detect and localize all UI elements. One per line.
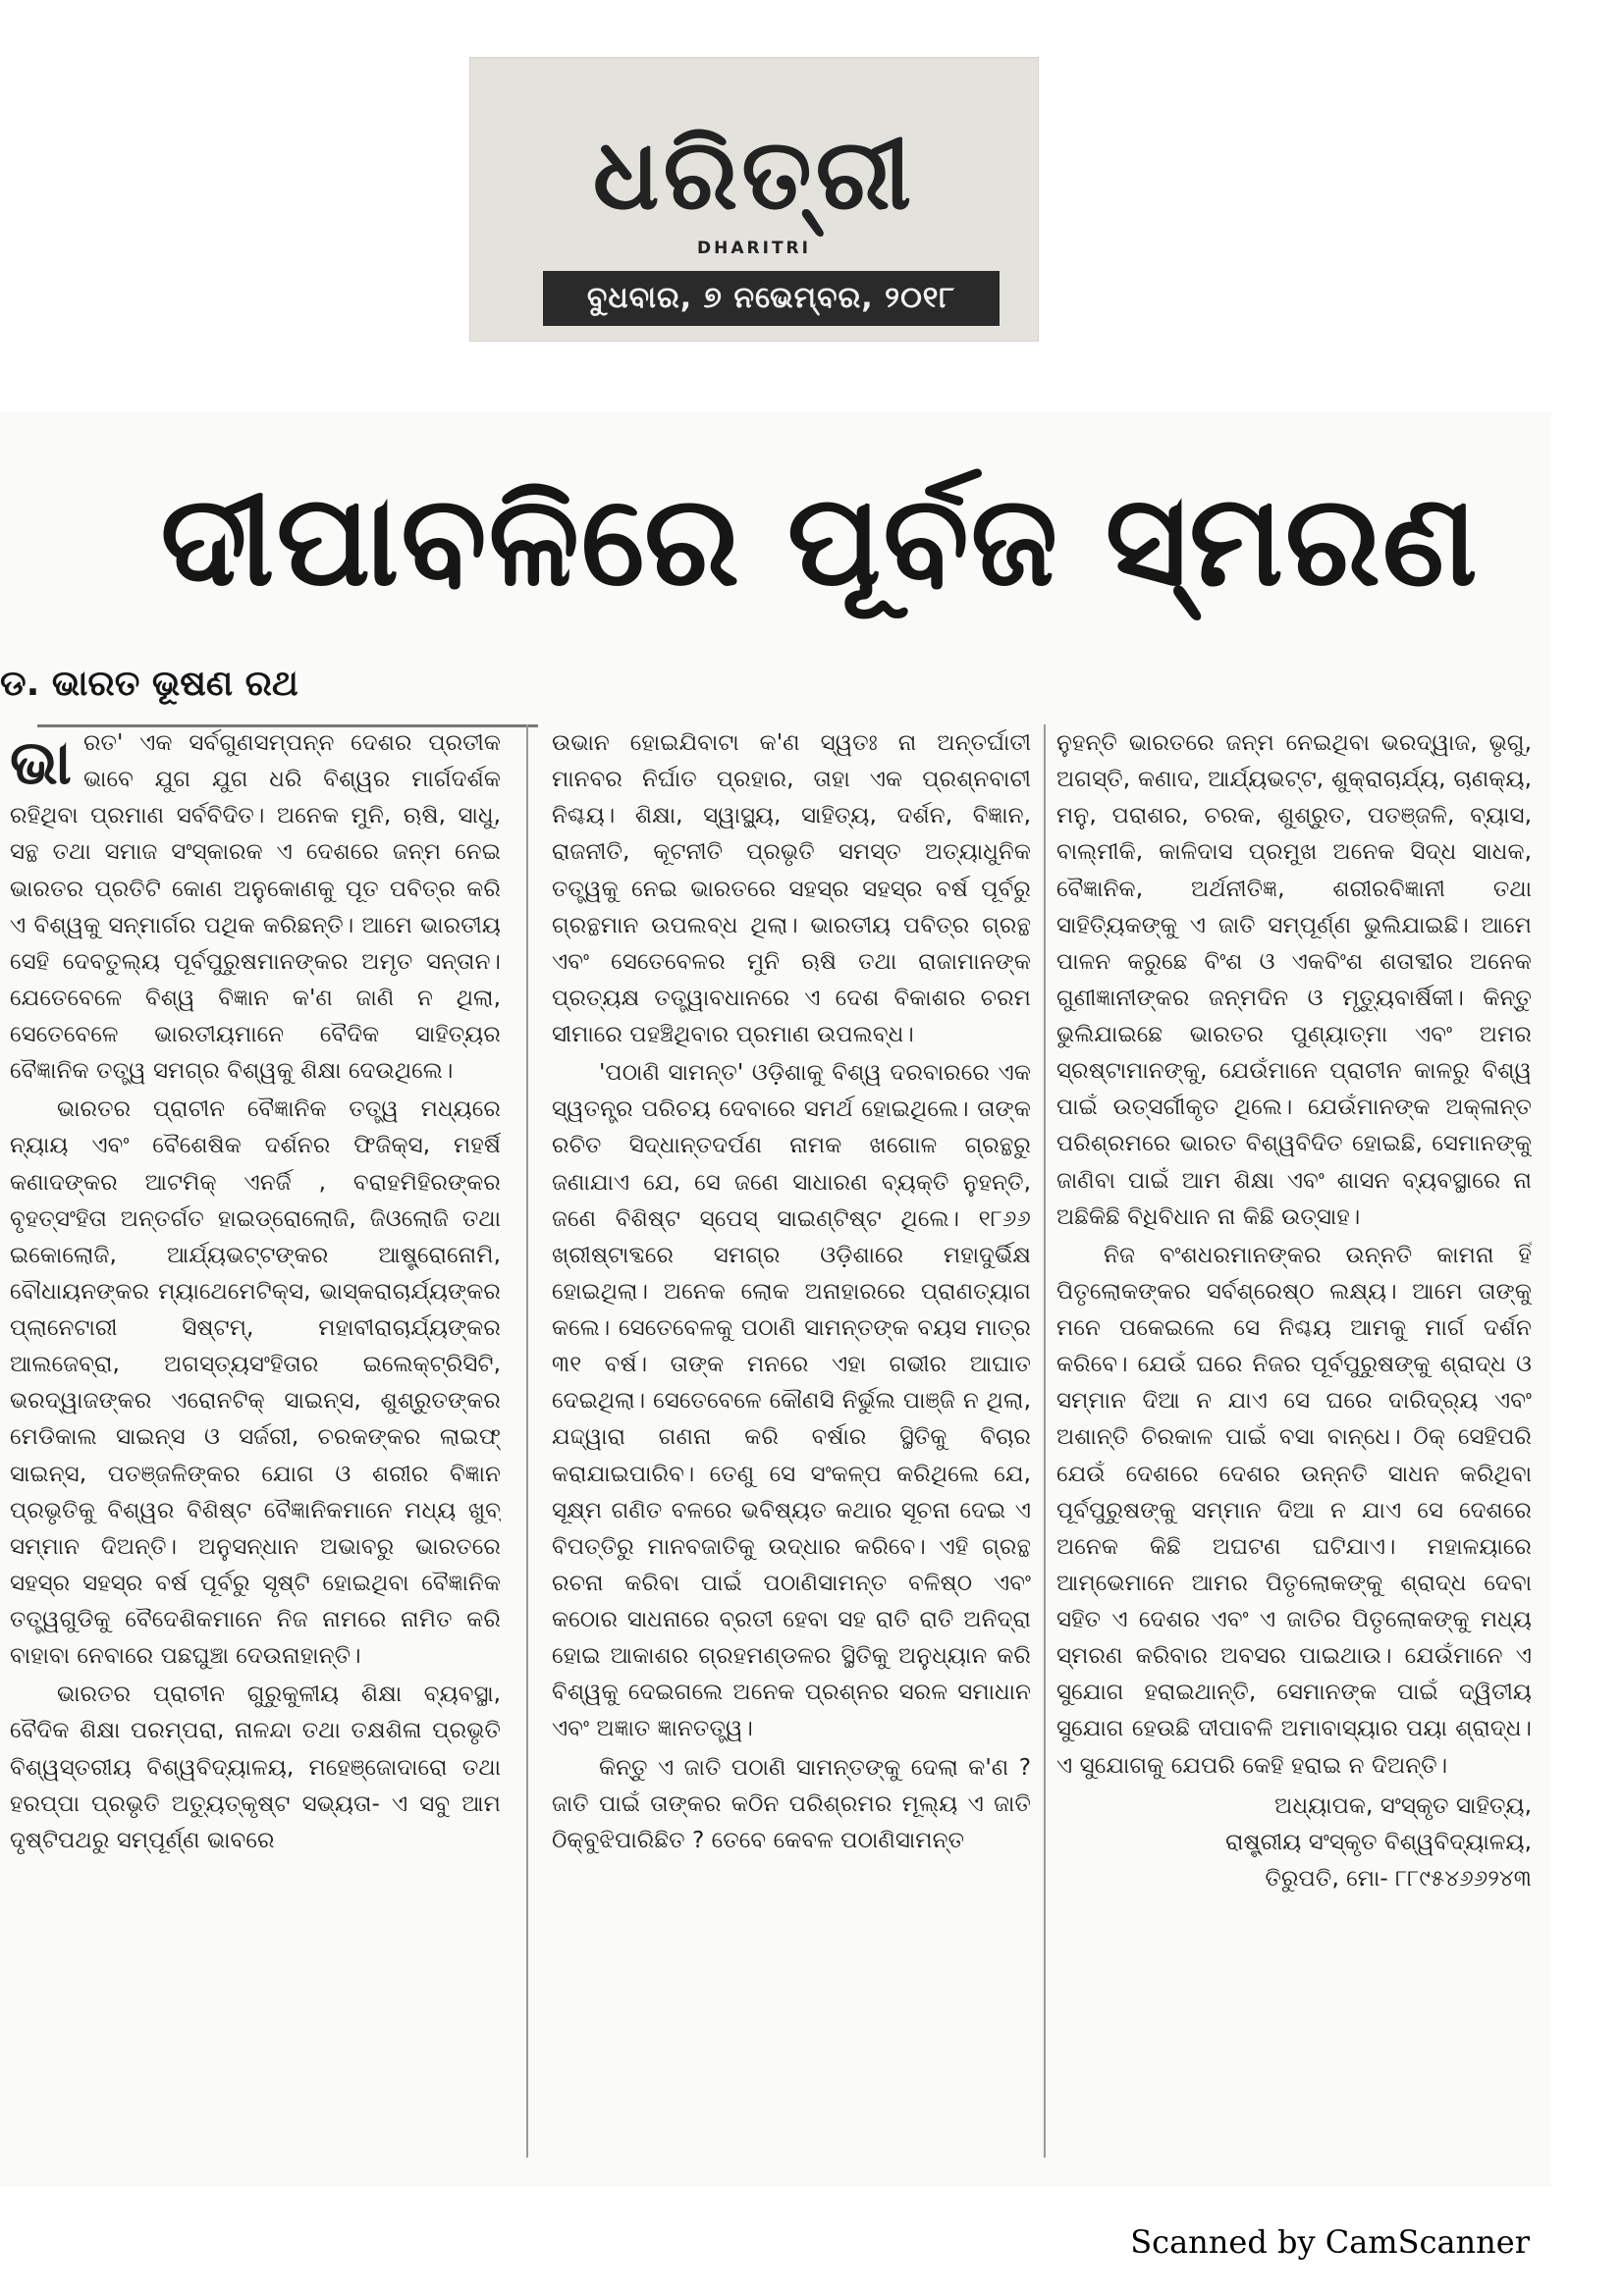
paragraph: ନୁହନ୍ତି ଭାରତରେ ଜନ୍ମ ନେଇଥିବା ଭରଦ୍ୱାଜ, ଭୃଗୁ, ଅଗସ୍ତି, କଣାଦ, ଆର୍ଯ୍ୟଭଟ୍ଟ, ଶୁକ୍ରାଚାର୍ଯ୍ୟ, ଚାଣକ୍ୟ, ମନୁ, ପରାଶର, ଚରକ, ଶୁଶ୍ରୁତ, ପତଞ୍ଜଳି, ବ୍ୟାସ, ବାଲ୍ମୀକି, କାଳିଦାସ ପ୍ରମୁଖ ଅନେକ ସିଦ୍ଧ ସାଧକ, ବୈଜ୍ଞାନିକ, ଅର୍ଥନୀତିଜ୍ଞ, ଶରୀରବିଜ୍ଞାନୀ ତଥା ସାହିତ୍ୟିକଙ୍କୁ ଏ ଜାତି ସମ୍ପୂର୍ଣ୍ଣ ଭୁଲିଯାଇଛି। ଆମେ ପାଳନ କରୁଛେ ବିଂଶ ଓ ଏକବିଂଶ ଶତାବ୍ଦୀର ଅନେକ ଗୁଣୀଜ୍ଞାନୀଙ୍କର ଜନ୍ମଦିନ ଓ ମୃତ୍ୟୁବାର୍ଷିକୀ। କିନ୍ତୁ ଭୁଲିଯାଇଛେ ଭାରତର ପୁଣ୍ୟାତ୍ମା ଏବଂ ଅମର ସ୍ରଷ୍ଟାମାନଙ୍କୁ, ଯେଉଁମାନେ ପ୍ରାଚୀନ କାଳରୁ ବିଶ୍ୱ ପାଇଁ ଉତ୍ସର୍ଗୀକୃତ ଥିଲେ। ଯେଉଁମାନଙ୍କ ଅକ୍ଳାନ୍ତ ପରିଶ୍ରମରେ ଭାରତ ବିଶ୍ୱବିଦିତ ହୋଇଛି, ସେମାନଙ୍କୁ ଜାଣିବା ପାଇଁ ଆମ ଶିକ୍ଷା ଏବଂ ଶାସନ ବ୍ୟବସ୍ଥାରେ ନା ଅଛିକିଛି ବିଧିବିଧାନ ନା କିଛି ଉତ୍ସାହ। (1056, 729, 1532, 1230)
headline: ଦୀପାବଳିରେ ପୂର୍ବଜ ସ୍ମରଣ (160, 468, 1480, 614)
paragraph: ନିଜ ବଂଶଧରମାନଙ୍କର ଉନ୍ନତି କାମନା ହିଁ ପିତୃଲୋକଙ୍କର ସର୍ବଶ୍ରେଷ୍ଠ ଲକ୍ଷ୍ୟ। ଆମେ ତାଙ୍କୁ ମନେ ପକେଇଲେ ସେ ନିଶ୍ଚୟ ଆମକୁ ମାର୍ଗ ଦର୍ଶନ କରିବେ। ଯେଉଁ ଘରେ ନିଜର ପୂର୍ବପୁରୁଷଙ୍କୁ ଶ୍ରାଦ୍ଧ ଓ ସମ୍ମାନ ଦିଆ ନ ଯାଏ ସେ ଘରେ ଦାରିଦ୍ର୍ୟ ଏବଂ ଅଶାନ୍ତି ଚିରକାଳ ପାଇଁ ବସା ବାନ୍ଧେ। ଠିକ୍ ସେହିପରି ଯେଉଁ ଦେଶରେ ଦେଶର ଉନ୍ନତି ସାଧନ କରିଥିବା ପୂର୍ବପୁରୁଷଙ୍କୁ ସମ୍ମାନ ଦିଆ ନ ଯାଏ ସେ ଦେଶରେ ଅନେକ କିଛି ଅଘଟଣ ଘଟିଯାଏ। ମହାଳୟାରେ ଆମ୍ଭେମାନେ ଆମର ପିତୃଲୋକଙ୍କୁ ଶ୍ରାଦ୍ଧ ଦେବା ସହିତ ଏ ଦେଶର ଏବଂ ଏ ଜାତିର ପିତୃଲୋକଙ୍କୁ ମଧ୍ୟ ସ୍ମରଣ କରିବାର ଅବସର ପାଇଥାଉ। ଯେଉଁମାନେ ଏ ସୁଯୋଗ ହରାଇଥାନ୍ତି, ସେମାନଙ୍କ ପାଇଁ ଦ୍ୱିତୀୟ ସୁଯୋଗ ହେଉଛି ଦୀପାବଳି ଅମାବାସ୍ୟାର ପୟା ଶ୍ରାଦ୍ଧ। ଏ ସୁଯୋଗକୁ ଯେପରି କେହି ହରାଇ ନ ଦିଅନ୍ତି। (1056, 1241, 1532, 1779)
column-1 (10, 724, 501, 2158)
dateline: ବୁଧବାର, ୭ ନଭେମ୍ବର, ୨୦୧୮ (543, 271, 1000, 326)
newspaper-logo-latin: DHARITRI (697, 239, 811, 258)
column-3 (1056, 724, 1532, 2158)
paragraph: କିନ୍ତୁ ଏ ଜାତି ପଠାଣି ସାମନ୍ତଙ୍କୁ ଦେଲା କ'ଣ ? ଜାତି ପାଇଁ ତାଙ୍କର କଠିନ ପରିଶ୍ରମର ମୂଲ୍ୟ ଏ ଜାତି ଠିକ୍‌ବୁଝିପାରିଛିତ ? ତେବେ କେବଳ ପଠାଣିସାମନ୍ତ (552, 1753, 1031, 1853)
newspaper-logo: ଧରିତ୍ରୀ (592, 117, 916, 232)
author-designation: ଅଧ୍ୟାପକ, ସଂସ୍କୃତ ସାହିତ୍ୟ, (1274, 1791, 1532, 1819)
scanner-credit: Scanned by CamScanner (1130, 2223, 1530, 2261)
paragraph: ରତ' ଏକ ସର୍ବଗୁଣସମ୍ପନ୍ନ ଦେଶର ପ୍ରତୀକ ଭାବେ ଯୁଗ ଯୁଗ ଧରି ବିଶ୍ୱର ମାର୍ଗଦର୍ଶକ ରହିଥିବା ପ୍ରମାଣ ସର୍ବବିଦିତ। ଅନେକ ମୁନି, ଋଷି, ସାଧୁ, ସନ୍ଥ ତଥା ସମାଜ ସଂସ୍କାରକ ଏ ଦେଶରେ ଜନ୍ମ ନେଇ ଭାରତର ପ୍ରତିଟି କୋଣ ଅନୁକୋଣକୁ ପୂତ ପବିତ୍ର କରି ଏ ବିଶ୍ୱକୁ ସନ୍ମାର୍ଗର ପଥିକ କରିଛନ୍ତି। ଆମେ ଭାରତୀୟ ସେହି ଦେବତୁଲ୍ୟ ପୂର୍ବପୁରୁଷମାନଙ୍କର ଅମୃତ ସନ୍ତାନ। ଯେତେବେଳେ ବିଶ୍ୱ ବିଜ୍ଞାନ କ'ଣ ଜାଣି ନ ଥିଲା, ସେତେବେଳେ ଭାରତୀୟମାନେ ବୈଦିକ ସାହିତ୍ୟର ବୈଜ୍ଞାନିକ ତତ୍ତ୍ୱ ସମଗ୍ର ବିଶ୍ୱକୁ ଶିକ୍ଷା ଦେଉଥିଲେ। (10, 729, 501, 1085)
article-body (10, 724, 1532, 2158)
byline: ଡ. ଭାରତ ଭୂଷଣ ରଥ (0, 664, 298, 704)
paragraph: ଭାରତର ପ୍ରାଚୀନ ବୈଜ୍ଞାନିକ ତତ୍ତ୍ୱ ମଧ୍ୟରେ ନ୍ୟାୟ ଏବଂ ବୈଶେଷିକ ଦର୍ଶନର ଫିଜିକ୍ସ, ମହର୍ଷି କଣାଦଙ୍କର ଆଟମିକ୍ ଏନର୍ଜି , ବରାହମିହିରଙ୍କର ବୃହତ୍‌ସଂହିତା ଅନ୍ତର୍ଗତ ହାଇଡ୍ରୋଲୋଜି, ଜିଓଲୋଜି ତଥା ଇକୋଲୋଜି, ଆର୍ଯ୍ୟଭଟ୍ଟଙ୍କର ଆଷ୍ଟ୍ରୋନୋମି, ବୌଧାୟନଙ୍କର ମ୍ୟାଥେମେଟିକ୍ସ, ଭାସ୍କରାଚାର୍ଯ୍ୟଙ୍କର ପ୍ଲାନେଟାରୀ ସିଷ୍ଟମ୍, ମହାବୀରାଚାର୍ଯ୍ୟଙ୍କର ଆଲଜେବ୍ରା, ଅଗସ୍ତ୍ୟସଂହିତାର ଇଲେକ୍‌ଟ୍ରିସିଟି, ଭରଦ୍ୱାଜଙ୍କର ଏରୋନଟିକ୍ ସାଇନ୍ସ, ଶୁଶ୍ରୁତଙ୍କର ମେଡିକାଲ ସାଇନ୍ସ ଓ ସର୍ଜରୀ, ଚରକଙ୍କର ଲାଇଫ୍ ସାଇନ୍ସ, ପତଞ୍ଜଳିଙ୍କର ଯୋଗ ଓ ଶରୀର ବିଜ୍ଞାନ ପ୍ରଭୃତିକୁ ବିଶ୍ୱର ବିଶିଷ୍ଟ ବୈଜ୍ଞାନିକମାନେ ମଧ୍ୟ ଖୁବ୍ ସମ୍ମାନ ଦିଅନ୍ତି। ଅନୁସନ୍ଧାନ ଅଭାବରୁ ଭାରତରେ ସହସ୍ର ସହସ୍ର ବର୍ଷ ପୂର୍ବରୁ ସୃଷ୍ଟି ହୋଇଥିବା ବୈଜ୍ଞାନିକ ତତ୍ତ୍ୱଗୁଡିକୁ ବୈଦେଶିକମାନେ ନିଜ ନାମରେ ନାମିତ କରି ବାହାବା ନେବାରେ ପଛଘୁଞ୍ଚା ଦେଉନାହାନ୍ତି। (10, 1095, 501, 1670)
column-divider (1044, 724, 1046, 2158)
drop-cap: ଭା (10, 726, 72, 798)
author-note (1056, 1788, 1532, 1896)
article-clipping (0, 412, 1551, 2187)
paragraph: 'ପଠାଣି ସାମନ୍ତ' ଓଡ଼ିଶାକୁ ବିଶ୍ୱ ଦରବାରରେ ଏକ ସ୍ୱତନ୍ତ୍ର ପରିଚୟ ଦେବାରେ ସମର୍ଥ ହୋଇଥିଲେ। ତାଙ୍କ ରଚିତ ସିଦ୍ଧାନ୍ତଦର୍ପଣ ନାମକ ଖଗୋଳ ଗ୍ରନ୍ଥରୁ ଜଣାଯାଏ ଯେ, ସେ ଜଣେ ସାଧାରଣ ବ୍ୟକ୍ତି ନୁହନ୍ତି, ଜଣେ ବିଶିଷ୍ଟ ସ୍ପେସ୍ ସାଇଣ୍ଟିଷ୍ଟ ଥିଲେ। ୧୮୬୬ ଖ୍ରୀଷ୍ଟାବ୍ଦରେ ସମଗ୍ର ଓଡ଼ିଶାରେ ମହାଦୁର୍ଭିକ୍ଷ ହୋଇଥିଲା। ଅନେକ ଲୋକ ଅନାହାରରେ ପ୍ରାଣତ୍ୟାଗ କଲେ। ସେତେବେଳକୁ ପଠାଣି ସାମନ୍ତଙ୍କ ବୟସ ମାତ୍ର ୩୧ ବର୍ଷ। ତାଙ୍କ ମନରେ ଏହା ଗଭୀର ଆଘାତ ଦେଇଥିଲା। ସେତେବେଳେ କୌଣସି ନିର୍ଭୁଲ ପାଞ୍ଜି ନ ଥିଲା, ଯଦ୍ଦ୍ୱାରା ଗଣନା କରି ବର୍ଷାର ସ୍ଥିତିକୁ ବିଚାର କରାଯାଇପାରିବ। ତେଣୁ ସେ ସଂକଳ୍ପ କରିଥିଲେ ଯେ, ସୂକ୍ଷ୍ମ ଗଣିତ ବଳରେ ଭବିଷ୍ୟତ କଥାର ସୂଚନା ଦେଇ ଏ ବିପତ୍ତିରୁ ମାନବଜାତିକୁ ଉଦ୍ଧାର କରିବେ। ଏହି ଗ୍ରନ୍ଥ ରଚନା କରିବା ପାଇଁ ପଠାଣିସାମନ୍ତ ବଳିଷ୍ଠ ଏବଂ କଠୋର ସାଧନାରେ ବ୍ରତୀ ହେବା ସହ ରାତି ରାତି ଅନିଦ୍ରା ହୋଇ ଆକାଶର ଗ୍ରହମଣ୍ଡଳର ସ୍ଥିତିକୁ ଅନୁଧ୍ୟାନ କରି ବିଶ୍ୱକୁ ଦେଇଗଲେ ଅନେକ ପ୍ରଶ୍ନର ସରଳ ସମାଧାନ ଏବଂ ଅଜ୍ଞାତ ଜ୍ଞାନତତ୍ତ୍ୱ। (552, 1059, 1031, 1742)
author-contact: ତିରୁପତି, ମୋ- ୮୮୯୫୪୬୬୨୪୩ (1265, 1864, 1532, 1892)
newspaper-masthead (469, 57, 1039, 342)
paragraph: ଉଭାନ ହୋଇଯିବାଟା କ'ଣ ସ୍ୱତଃ ନା ଅନ୍ତର୍ଘାତୀ ମାନବର ନିର୍ଘାତ ପ୍ରହାର, ତାହା ଏକ ପ୍ରଶ୍ନବାଚୀ ନିଶ୍ଚୟ। ଶିକ୍ଷା, ସ୍ୱାସ୍ଥ୍ୟ, ସାହିତ୍ୟ, ଦର୍ଶନ, ବିଜ୍ଞାନ, ରାଜନୀତି, କୂଟନୀତି ପ୍ରଭୃତି ସମସ୍ତ ଅତ୍ୟାଧୁନିକ ତତ୍ତ୍ୱକୁ ନେଇ ଭାରତରେ ସହସ୍ର ସହସ୍ର ବର୍ଷ ପୂର୍ବରୁ ଗ୍ରନ୍ଥମାନ ଉପଲବ୍ଧ ଥିଲା। ଭାରତୀୟ ପବିତ୍ର ଗ୍ରନ୍ଥ ଏବଂ ସେତେବେଳର ମୁନି ଋଷି ତଥା ରାଜାମାନଙ୍କ ପ୍ରତ୍ୟକ୍ଷ ତତ୍ତ୍ୱାବଧାନରେ ଏ ଦେଶ ବିକାଶର ଚରମ ସୀମାରେ ପହଞ୍ଚିଥିବାର ପ୍ରମାଣ ଉପଲବ୍ଧ। (552, 729, 1031, 1047)
column-2 (552, 724, 1031, 2158)
paragraph: ଭାରତର ପ୍ରାଚୀନ ଗୁରୁକୁଳୀୟ ଶିକ୍ଷା ବ୍ୟବସ୍ଥା, ବୈଦିକ ଶିକ୍ଷା ପରମ୍ପରା, ନାଳନ୍ଦା ତଥା ତକ୍ଷଶିଳା ପ୍ରଭୃତି ବିଶ୍ୱସ୍ତରୀୟ ବିଶ୍ୱବିଦ୍ୟାଳୟ, ମହେଞ୍ଜୋଦାରୋ ତଥା ହରପ୍ପା ପ୍ରଭୃତି ଅତ୍ୟୁତ୍କୃଷ୍ଟ ସଭ୍ୟତା- ଏ ସବୁ ଆମ ଦୃଷ୍ଟିପଥରୁ ସମ୍ପୂର୍ଣ୍ଣ ଭାବରେ (10, 1681, 501, 1853)
column-divider (526, 724, 528, 2158)
author-institution: ରାଷ୍ଟ୍ରୀୟ ସଂସ୍କୃତ ବିଶ୍ୱବିଦ୍ୟାଳୟ, (1225, 1828, 1532, 1855)
